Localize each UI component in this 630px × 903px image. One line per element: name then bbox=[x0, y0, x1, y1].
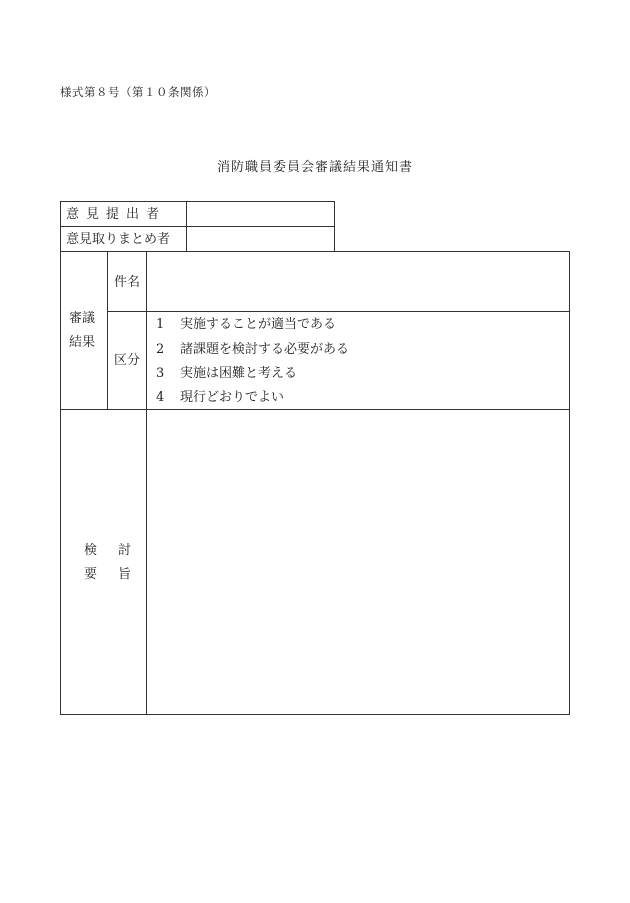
subject-label: 件名 bbox=[114, 275, 141, 290]
category-option[interactable]: 4 現行どおりでよい bbox=[156, 390, 285, 405]
row-divider bbox=[60, 251, 570, 252]
category-option[interactable]: 3 実施は困難と考える bbox=[156, 366, 298, 381]
row-divider bbox=[107, 311, 570, 312]
column-divider bbox=[186, 201, 187, 251]
table-border-top bbox=[60, 201, 335, 202]
column-divider bbox=[107, 251, 108, 409]
document-title: 消防職員委員会審議結果通知書 bbox=[216, 160, 413, 175]
table-border-left bbox=[60, 201, 61, 715]
row-divider bbox=[60, 226, 335, 227]
table-border-bottom bbox=[60, 714, 570, 715]
compiler-label: 意見取りまとめ者 bbox=[66, 232, 171, 247]
table-border-right bbox=[569, 251, 570, 714]
category-option[interactable]: 1 実施することが適当である bbox=[156, 317, 337, 332]
deliberation-result-label: 審議 結果 bbox=[69, 311, 96, 350]
review-summary-label: 検討 要旨 bbox=[84, 543, 153, 582]
column-divider bbox=[146, 251, 147, 714]
category-option[interactable]: 2 諸課題を検討する必要がある bbox=[156, 342, 350, 357]
form-number: 様式第８号（第１０条関係） bbox=[60, 85, 216, 99]
submitter-label: 意見提出者 bbox=[66, 207, 167, 222]
category-label: 区分 bbox=[114, 353, 141, 368]
column-divider bbox=[334, 201, 335, 251]
row-divider bbox=[60, 409, 570, 410]
